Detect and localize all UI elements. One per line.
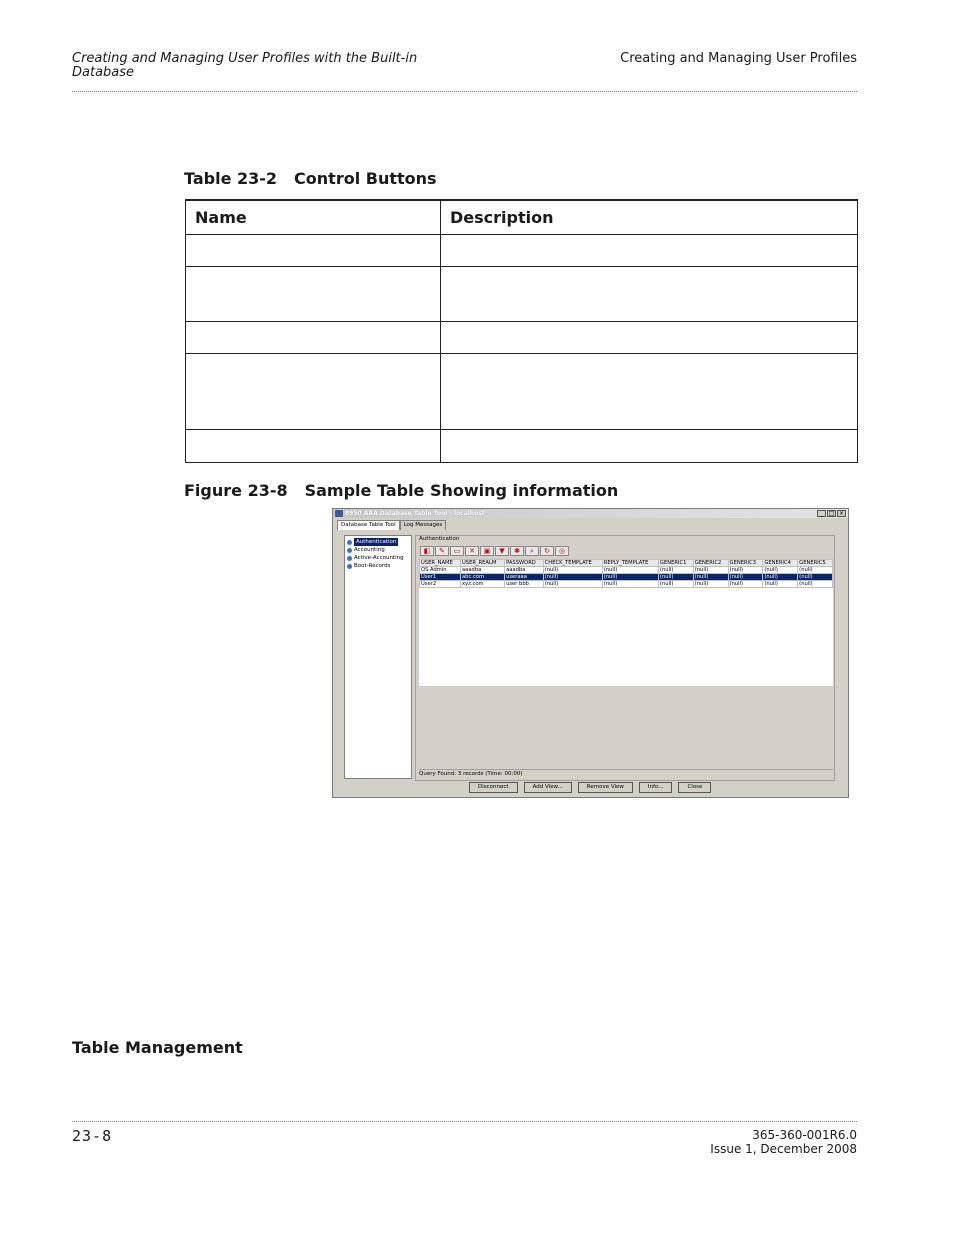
grid-column-header[interactable]: REPLY_TEMPLATE xyxy=(602,560,658,567)
empty-row xyxy=(420,616,833,623)
section-heading: Table Management xyxy=(72,1038,243,1057)
grid-body xyxy=(420,567,833,686)
grid-cell[interactable]: (null) xyxy=(602,574,658,581)
table-tree xyxy=(347,538,404,570)
grid-cell[interactable]: (null) xyxy=(798,574,833,581)
document-id xyxy=(710,1128,857,1156)
table-header-row xyxy=(186,200,858,235)
grid-cell[interactable]: (null) xyxy=(658,567,693,574)
window-titlebar xyxy=(333,509,848,518)
grid-cell[interactable]: (null) xyxy=(602,581,658,588)
first-record-icon[interactable]: ◧ xyxy=(420,546,434,556)
grid-cell[interactable]: useraaa xyxy=(505,574,544,581)
empty-row xyxy=(420,588,833,595)
header-divider xyxy=(72,91,857,92)
search-icon[interactable]: ⌕ xyxy=(525,546,539,556)
window-title: 8950 AAA Database Table Tool - localhost xyxy=(345,510,485,517)
table-row xyxy=(186,235,858,267)
empty-row xyxy=(420,672,833,679)
footer-divider xyxy=(72,1121,857,1122)
empty-row xyxy=(420,637,833,644)
edit-record-icon[interactable]: ✎ xyxy=(435,546,449,556)
database-table-tool-window xyxy=(332,508,849,798)
grid-cell[interactable]: (null) xyxy=(602,567,658,574)
empty-row xyxy=(420,665,833,672)
grid-cell[interactable]: (null) xyxy=(543,574,602,581)
records-grid xyxy=(419,559,833,773)
header-section-title: Creating and Managing User Profiles xyxy=(620,51,857,66)
grid-cell[interactable]: (null) xyxy=(798,581,833,588)
tree-item-authentication[interactable] xyxy=(347,538,404,546)
save-record-icon[interactable]: ▣ xyxy=(480,546,494,556)
empty-row xyxy=(420,602,833,609)
table-caption xyxy=(184,169,437,188)
table-row[interactable] xyxy=(420,581,833,588)
info-button[interactable]: Info... xyxy=(639,782,673,793)
table-cell xyxy=(186,354,441,430)
grid-cell[interactable]: (null) xyxy=(658,574,693,581)
database-icon xyxy=(347,556,352,561)
tree-item-active-accounting[interactable] xyxy=(347,554,404,562)
grid-column-header[interactable]: GENERIC5 xyxy=(798,560,833,567)
filter-icon[interactable]: ▼ xyxy=(495,546,509,556)
grid-cell[interactable]: user bbb xyxy=(505,581,544,588)
column-header-name: Name xyxy=(186,200,441,235)
grid-toolbar xyxy=(420,546,569,556)
grid-cell[interactable]: User2 xyxy=(420,581,461,588)
issue-date: Issue 1, December 2008 xyxy=(710,1142,857,1156)
table-cell xyxy=(186,267,441,322)
grid-cell[interactable]: aaadba xyxy=(460,567,504,574)
table-row[interactable] xyxy=(420,567,833,574)
grid-cell[interactable]: OS Admin xyxy=(420,567,461,574)
empty-row xyxy=(420,623,833,630)
column-header-description: Description xyxy=(441,200,858,235)
tree-item-accounting[interactable] xyxy=(347,546,404,554)
clear-filter-icon[interactable]: ✱ xyxy=(510,546,524,556)
grid-cell[interactable]: (null) xyxy=(728,567,763,574)
grid-column-header[interactable]: USER_NAME xyxy=(420,560,461,567)
new-record-icon[interactable]: ▭ xyxy=(450,546,464,556)
table-row xyxy=(186,322,858,354)
records-table xyxy=(419,559,833,686)
database-icon xyxy=(347,548,352,553)
empty-row xyxy=(420,658,833,665)
tree-item-label: Accounting xyxy=(354,547,385,553)
grid-cell[interactable]: (null) xyxy=(798,567,833,574)
table-row[interactable] xyxy=(420,574,833,581)
remove-view-button[interactable]: Remove View xyxy=(578,782,633,793)
table-cell xyxy=(441,267,858,322)
tree-item-label: Authentication xyxy=(356,539,397,545)
table-caption-title: Control Buttons xyxy=(294,169,437,188)
database-icon xyxy=(347,540,352,545)
table-cell xyxy=(441,322,858,354)
control-buttons-table xyxy=(185,199,858,463)
minimize-icon[interactable]: _ xyxy=(817,510,826,517)
grid-cell[interactable]: (null) xyxy=(693,574,728,581)
tree-item-boot-records[interactable] xyxy=(347,562,404,570)
window-controls xyxy=(817,510,846,517)
grid-cell[interactable]: (null) xyxy=(763,567,798,574)
empty-row xyxy=(420,679,833,686)
table-cell xyxy=(441,354,858,430)
database-icon xyxy=(347,564,352,569)
grid-cell[interactable]: User1 xyxy=(420,574,461,581)
grid-column-header[interactable]: PASSWORD xyxy=(505,560,544,567)
table-cell xyxy=(441,430,858,463)
figure-caption-title: Sample Table Showing information xyxy=(304,481,619,500)
table-cell xyxy=(186,235,441,267)
doc-number: 365-360-001R6.0 xyxy=(752,1128,857,1142)
grid-column-header[interactable]: USER_REALM xyxy=(460,560,504,567)
grid-cell[interactable]: (null) xyxy=(543,581,602,588)
page-number: 23-8 xyxy=(72,1127,113,1145)
tab-database-table-tool[interactable]: Database Table Tool xyxy=(337,520,400,530)
figure-caption xyxy=(184,481,618,500)
table-row xyxy=(186,430,858,463)
refresh-icon[interactable]: ↻ xyxy=(540,546,554,556)
close-icon[interactable]: × xyxy=(838,510,845,517)
tab-bar xyxy=(337,520,446,530)
grid-cell[interactable]: (null) xyxy=(693,581,728,588)
grid-cell[interactable]: (null) xyxy=(763,574,798,581)
grid-cell[interactable]: (null) xyxy=(763,581,798,588)
table-tree-pane xyxy=(344,535,412,779)
disconnect-button[interactable]: Disconnect xyxy=(469,782,518,793)
tree-item-label: Boot-Records xyxy=(354,563,391,569)
grid-column-header[interactable]: GENERIC4 xyxy=(763,560,798,567)
export-icon[interactable]: ◎ xyxy=(555,546,569,556)
grid-cell[interactable]: aaadba xyxy=(505,567,544,574)
empty-row xyxy=(420,609,833,616)
table-cell xyxy=(441,235,858,267)
tree-item-label: Active-Accounting xyxy=(354,555,404,561)
maximize-icon[interactable]: □ xyxy=(828,510,835,517)
delete-record-icon[interactable]: ✕ xyxy=(465,546,479,556)
empty-row xyxy=(420,595,833,602)
grid-cell[interactable]: (null) xyxy=(728,574,763,581)
grid-cell[interactable]: abc.com xyxy=(460,574,504,581)
grid-cell[interactable]: (null) xyxy=(693,567,728,574)
pane-title: Authentication xyxy=(419,536,460,542)
grid-header-row xyxy=(420,560,833,567)
grid-cell[interactable]: (null) xyxy=(728,581,763,588)
window-button-row xyxy=(469,782,711,793)
add-view-button[interactable]: Add View... xyxy=(524,782,572,793)
query-status: Query Found: 3 records (Time: 00:00) xyxy=(419,769,833,777)
grid-cell[interactable]: (null) xyxy=(543,567,602,574)
table-cell xyxy=(186,430,441,463)
tab-log-messages[interactable]: Log Messages xyxy=(400,520,447,530)
close-button[interactable]: Close xyxy=(678,782,711,793)
header-chapter-title: Creating and Managing User Profiles with the Built-in Database xyxy=(72,51,418,80)
grid-column-header[interactable]: GENERIC2 xyxy=(693,560,728,567)
app-icon xyxy=(335,510,343,517)
figure-caption-number: Figure 23-8 xyxy=(184,481,288,500)
grid-column-header[interactable]: CHECK_TEMPLATE xyxy=(543,560,602,567)
grid-cell[interactable]: xyz.com xyxy=(460,581,504,588)
grid-cell[interactable]: (null) xyxy=(658,581,693,588)
table-caption-number: Table 23-2 xyxy=(184,169,278,188)
table-row xyxy=(186,267,858,322)
table-row xyxy=(186,354,858,430)
empty-row xyxy=(420,630,833,637)
table-cell xyxy=(186,322,441,354)
authentication-pane xyxy=(415,535,835,781)
empty-row xyxy=(420,644,833,651)
grid-column-header[interactable]: GENERIC1 xyxy=(658,560,693,567)
grid-column-header[interactable]: GENERIC3 xyxy=(728,560,763,567)
empty-row xyxy=(420,651,833,658)
